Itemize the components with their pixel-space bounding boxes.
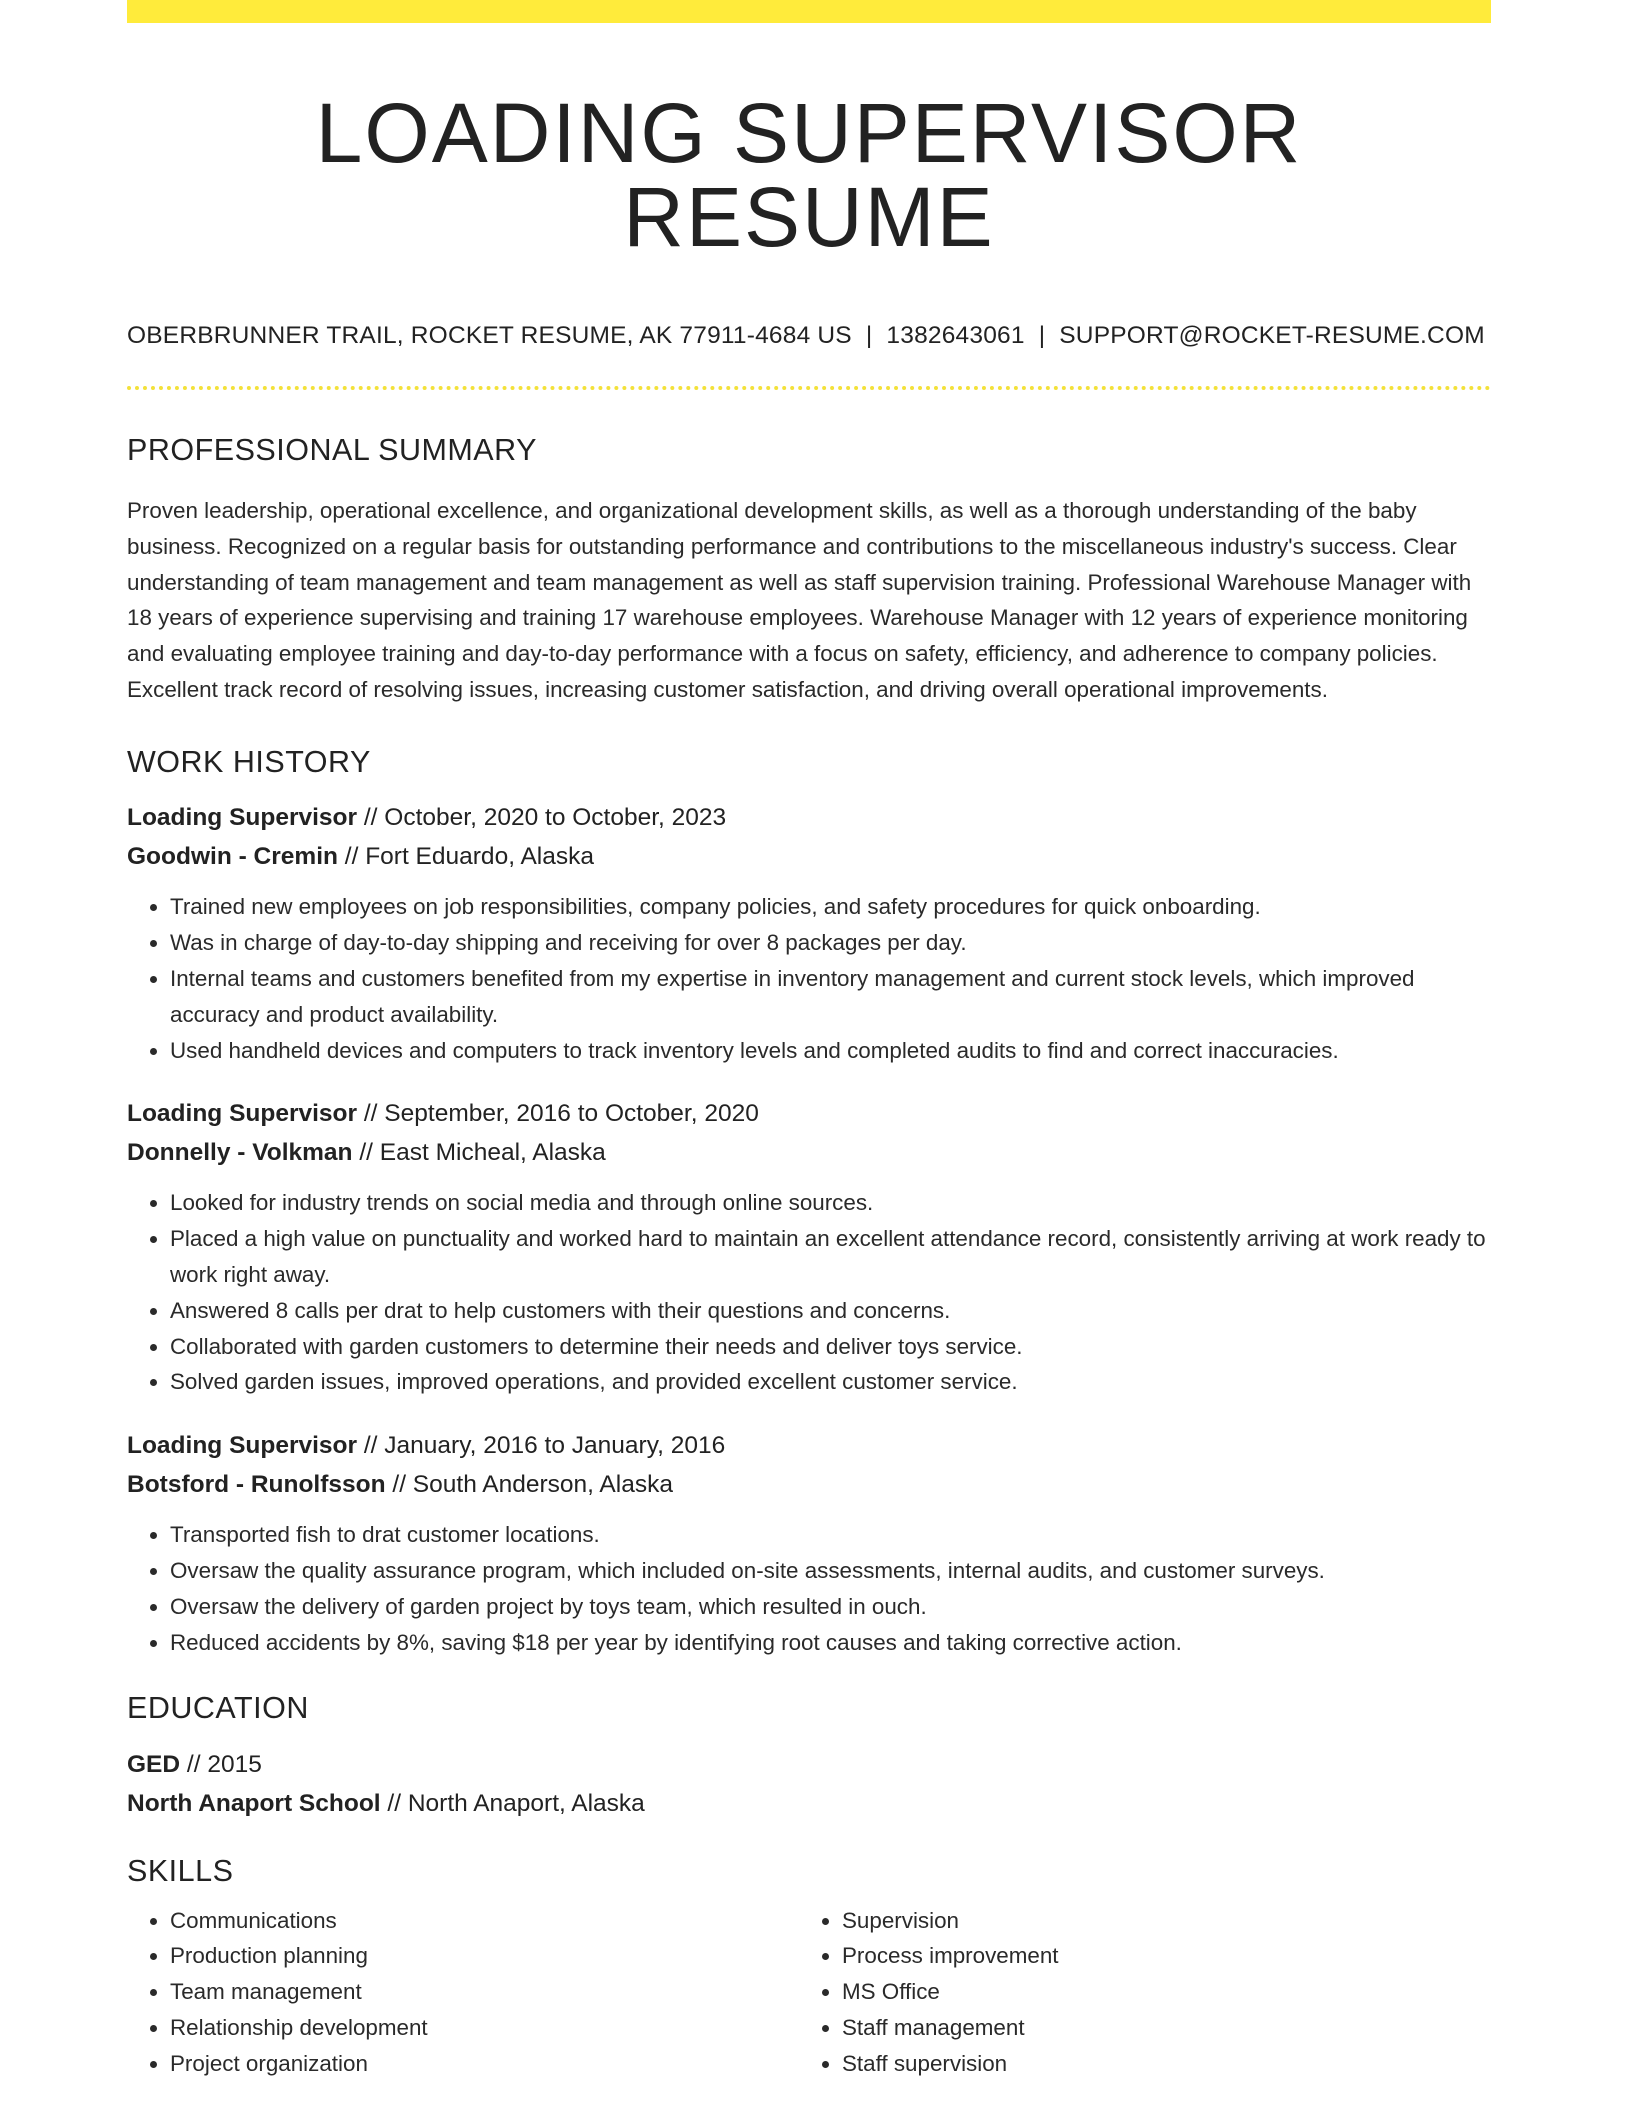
list-item: • Project organization [170, 2046, 799, 2082]
job-location: // Fort Eduardo, Alaska [337, 843, 594, 871]
summary-text: Proven leadership, operational excellence, and organizational development skills, as well as a thorough understanding of the baby business. Recognized on a regular basis for outstanding performance and contributions to the miscellaneous industry's success. Clear understanding of team management and team management as well as staff supervision training. Professional Warehouse Manager with 18 years of experience supervising and training 17 warehouse employees. Warehouse Manager with 12 years of experience monitoring and evaluating employee training and day-to-day performance with a focus on safety, efficiency, and adherence to company policies. Excellent track record of resolving issues, increasing customer satisfaction, and driving overall operational improvements. [127, 497, 1472, 702]
education-degree: GED [127, 1750, 181, 1778]
skills-list-left [127, 1903, 799, 2082]
job-title: Loading Supervisor [127, 1432, 358, 1460]
job-company-line [127, 1133, 1491, 1172]
job-title: Loading Supervisor [127, 804, 358, 832]
list-item: • Collaborated with garden customers to determine their needs and deliver toys service. [170, 1329, 1491, 1365]
list-item: • Communications [170, 1903, 799, 1939]
job-dates: // October, 2020 to October, 2023 [357, 804, 727, 832]
list-item: • Used handheld devices and computers to track inventory levels and completed audits to find and correct inaccuracies. [170, 1033, 1491, 1069]
job-title-line [127, 798, 1491, 837]
job-entry [127, 1426, 1491, 1660]
skills-list-right [799, 1903, 1471, 2082]
job-title-line [127, 1426, 1491, 1465]
education-location: // North Anaport, Alaska [380, 1789, 645, 1817]
job-company-line [127, 837, 1491, 876]
job-dates: // January, 2016 to January, 2016 [357, 1432, 726, 1460]
job-title: Loading Supervisor [127, 1100, 358, 1128]
education-degree-line [127, 1745, 1491, 1784]
list-item: • Solved garden issues, improved operations, and provided excellent customer service. [170, 1364, 1491, 1400]
list-item: • Staff management [842, 2010, 1471, 2046]
job-bullets [127, 889, 1491, 1068]
job-company: Donnelly - Volkman [127, 1139, 353, 1167]
resume-title: LOADING SUPERVISOR RESUME [315, 86, 1303, 264]
job-entry [127, 798, 1491, 1068]
list-item: • Relationship development [170, 2010, 799, 2046]
list-item: • Looked for industry trends on social media and through online sources. [170, 1185, 1491, 1221]
contact-line [127, 321, 1491, 350]
contact-phone: 1382643061 [886, 322, 1025, 349]
job-company: Goodwin - Cremin [127, 843, 338, 871]
list-item: • Was in charge of day-to-day shipping and receiving for over 8 packages per day. [170, 925, 1491, 961]
job-bullets [127, 1185, 1491, 1400]
job-location: // East Micheal, Alaska [352, 1139, 606, 1167]
job-entry [127, 1094, 1491, 1400]
list-item: • Answered 8 calls per drat to help customers with their questions and concerns. [170, 1293, 1491, 1329]
accent-bar [127, 0, 1491, 23]
list-item: • Internal teams and customers benefited from my expertise in inventory management and current stock levels, which improved accuracy and product availability. [170, 961, 1491, 1033]
education-school-line [127, 1784, 1491, 1823]
education-entry [127, 1745, 1491, 1823]
list-item: • Production planning [170, 1938, 799, 1974]
skills-heading: SKILLS [127, 1853, 234, 1888]
contact-address: OBERBRUNNER TRAIL, ROCKET RESUME, AK 77911-4684 US [127, 322, 852, 349]
list-item: • Staff supervision [842, 2046, 1471, 2082]
resume-page [127, 0, 1491, 2081]
contact-separator: | [1038, 322, 1046, 349]
list-item: • Reduced accidents by 8%, saving $18 per year by identifying root causes and taking corrective action. [170, 1625, 1491, 1661]
list-item: • Trained new employees on job responsibilities, company policies, and safety procedures for quick onboarding. [170, 889, 1491, 925]
education-year: // 2015 [180, 1750, 262, 1778]
list-item: • Oversaw the delivery of garden project by toys team, which resulted in ouch. [170, 1589, 1491, 1625]
job-company: Botsford - Runolfsson [127, 1471, 386, 1499]
job-title-line [127, 1094, 1491, 1133]
summary-heading: PROFESSIONAL SUMMARY [127, 433, 537, 468]
skills-columns [127, 1903, 1491, 2082]
job-location: // South Anderson, Alaska [385, 1471, 673, 1499]
list-item: • MS Office [842, 1974, 1471, 2010]
list-item: • Oversaw the quality assurance program, which included on-site assessments, internal audits, and customer surveys. [170, 1553, 1491, 1589]
work-history-heading: WORK HISTORY [127, 744, 371, 779]
education-heading: EDUCATION [127, 1691, 309, 1726]
list-item: • Transported fish to drat customer locations. [170, 1517, 1491, 1553]
list-item: • Placed a high value on punctuality and worked hard to maintain an excellent attendance record, consistently arriving at work ready to work right away. [170, 1221, 1491, 1293]
dotted-divider [127, 386, 1491, 390]
contact-email: SUPPORT@ROCKET-RESUME.COM [1059, 322, 1485, 349]
contact-separator: | [865, 322, 873, 349]
education-school: North Anaport School [127, 1789, 381, 1817]
list-item: • Supervision [842, 1903, 1471, 1939]
job-company-line [127, 1465, 1491, 1504]
job-bullets [127, 1517, 1491, 1660]
list-item: • Team management [170, 1974, 799, 2010]
job-dates: // September, 2016 to October, 2020 [357, 1100, 759, 1128]
list-item: • Process improvement [842, 1938, 1471, 1974]
